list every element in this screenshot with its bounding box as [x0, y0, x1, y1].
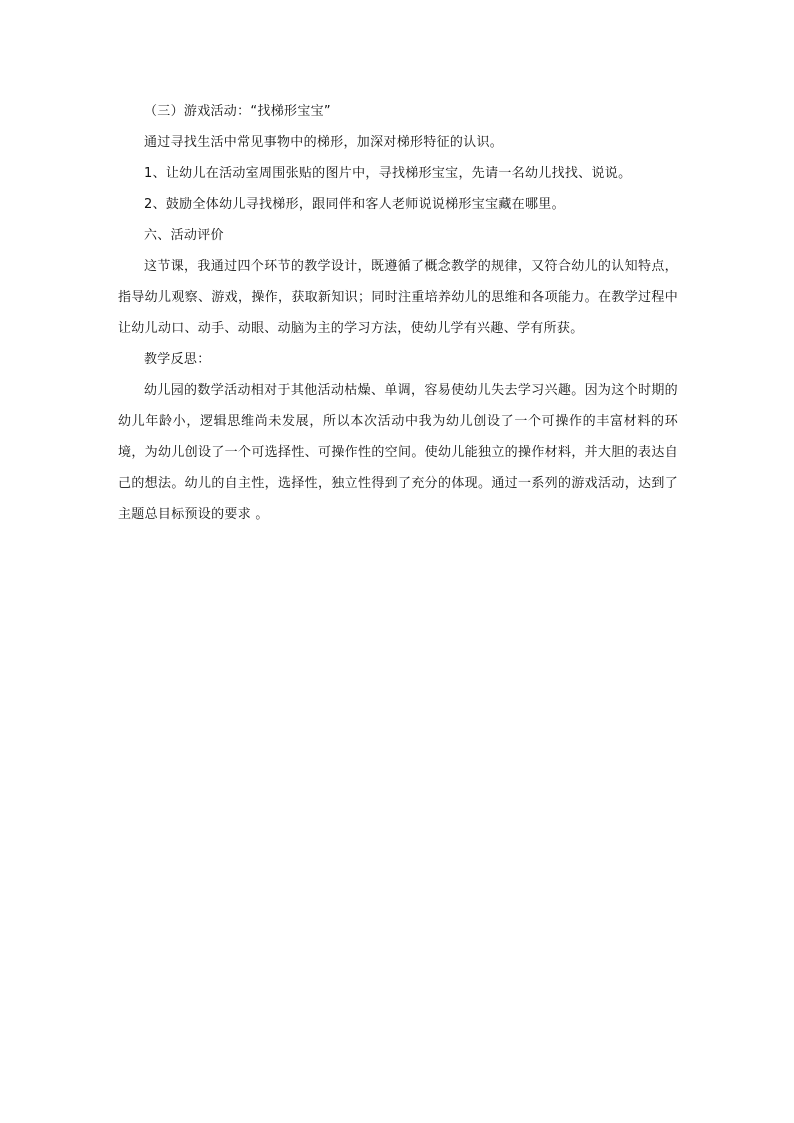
paragraph-game-purpose: 通过寻找生活中常见事物中的梯形，加深对梯形特征的认识。 — [144, 135, 504, 150]
paragraph-reflection: 幼儿园的数学活动相对于其他活动枯燥、单调，容易使幼儿失去学习兴趣。因为这个时期的幼儿年龄小，逻辑思维尚未发展，所以本次活动中我为幼儿创设了一个可操作的丰富材料的环境，为幼儿创设了一个可选择性、可操作性的空间。使幼儿能独立的操作材料，并大胆的表达自己的想法。幼儿的自主性，选择性，独立性得到了充分的体现。通过一系列的游戏活动，达到了主题总目标预设的要求 。 — [118, 383, 678, 522]
list-item-2: 2、鼓励全体幼儿寻找梯形，跟同伴和客人老师说说梯形宝宝藏在哪里。 — [144, 197, 565, 212]
list-item-1: 1、让幼儿在活动室周围张贴的图片中，寻找梯形宝宝，先请一名幼儿找找、说说。 — [144, 166, 632, 181]
paragraph-evaluation: 这节课，我通过四个环节的教学设计，既遵循了概念教学的规律，又符合幼儿的认知特点，指导幼儿观察、游戏，操作，获取新知识；同时注重培养幼儿的思维和各项能力。在教学过程中让幼儿动口、动手、动眼、动脑为主的学习方法，使幼儿学有兴趣、学有所获。 — [118, 259, 678, 336]
section-heading-game-activity: （三）游戏活动：“找梯形宝宝” — [144, 104, 331, 119]
section-heading-reflection: 教学反思： — [144, 352, 211, 367]
section-heading-evaluation: 六、活动评价 — [144, 228, 224, 243]
document-body — [118, 96, 678, 530]
